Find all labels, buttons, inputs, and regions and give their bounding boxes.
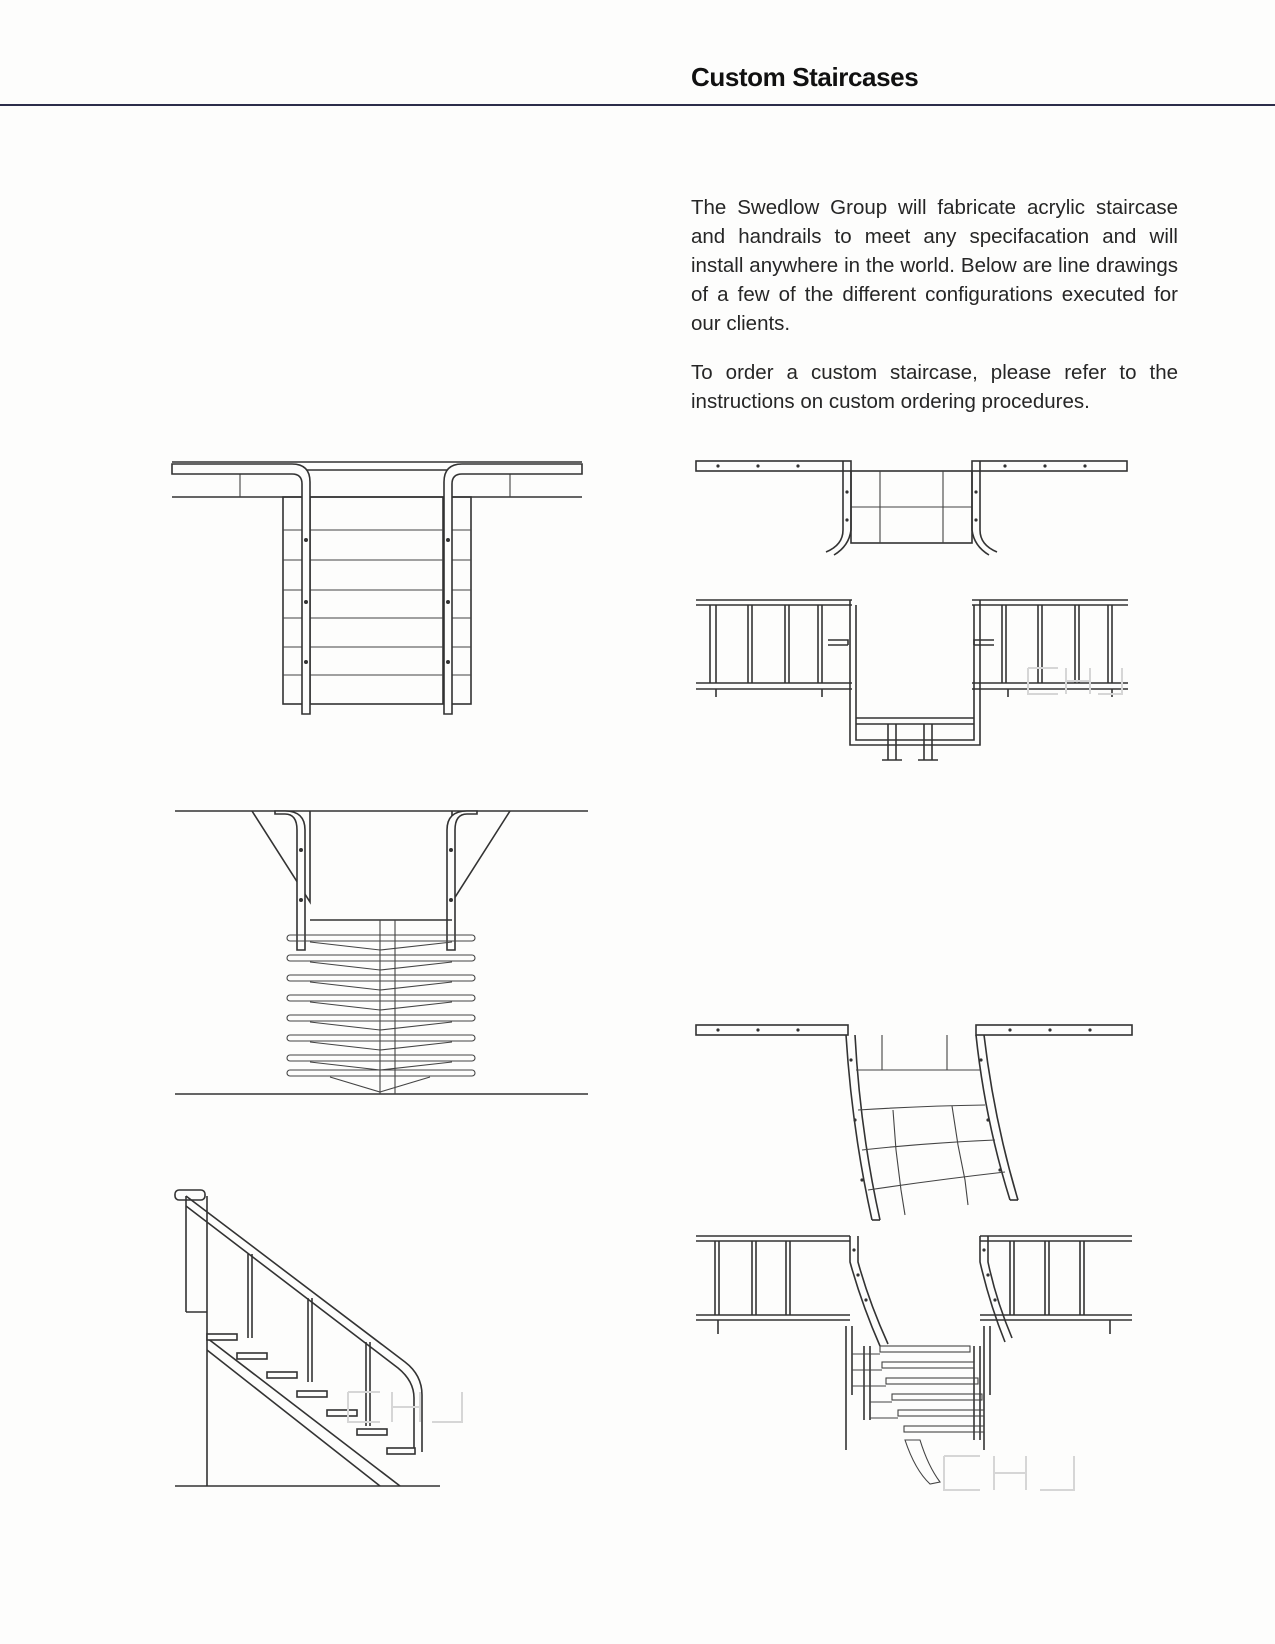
watermark-mark [944, 1456, 1074, 1490]
intro-paragraph-2: To order a custom staircase, please refer to the instructions on custom ordering procedures. [691, 361, 1178, 413]
curved-stair-plan-drawing [696, 1025, 1132, 1220]
straight-stair-elevation-drawing [696, 600, 1128, 760]
straight-stair-plan-top-drawing [696, 461, 1127, 555]
curved-stair-elevation-drawing [696, 1236, 1132, 1484]
side-profile-stair-drawing [175, 1190, 440, 1486]
floating-tread-stair-front-drawing [175, 811, 588, 1094]
watermark-mark [348, 1392, 462, 1422]
intro-paragraph-1: The Swedlow Group will fabricate acrylic staircase and handrails to meet any specifacation and will install anywhere in the world. Below are line drawings of a few of the different configurations executed for our clients. [691, 196, 1178, 335]
page-title: Custom Staircases [691, 62, 919, 92]
straight-stair-front-drawing [172, 462, 582, 714]
